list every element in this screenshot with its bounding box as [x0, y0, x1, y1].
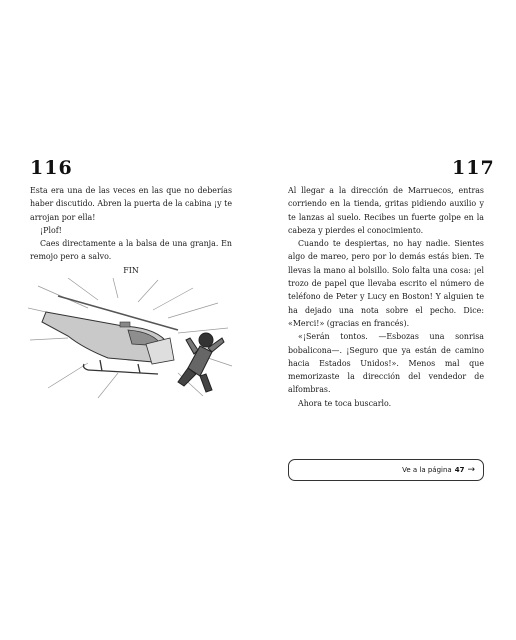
right-page-text [288, 184, 484, 410]
goto-page-button[interactable] [288, 459, 484, 481]
paragraph: «¡Serán tontos. —Esbozas una sonrisa bobalicona—. ¡Seguro que ya están de camino hacia Estados Unidos!». Menos mal que memorizaste la dirección del vendedor de alfombras. [288, 332, 484, 395]
page-number-left: 116 [30, 157, 73, 179]
paragraph: Ahora te toca buscarlo. [298, 398, 392, 408]
left-page-text [30, 184, 232, 277]
goto-page-number: 47 [454, 466, 465, 474]
paragraph: Caes directamente a la balsa de una granja. En remojo pero a salvo. [30, 239, 232, 262]
goto-page-label: Ve a la página [402, 466, 452, 474]
helicopter-falling-person-illustration [28, 278, 234, 400]
end-label: FIN [123, 265, 139, 275]
paragraph: Al llegar a la dirección de Marruecos, entras corriendo en la tienda, gritas pidiendo auxilio y te lanzas al suelo. Recibes un fuerte golpe en la cabeza y pierdes el conocimiento. [288, 186, 484, 235]
page-number-right: 117 [452, 157, 495, 179]
arrow-right-icon: → [467, 464, 475, 475]
paragraph: ¡Plof! [40, 225, 62, 235]
paragraph: Esta era una de las veces en las que no deberías haber discutido. Abren la puerta de la cabina ¡y te arrojan por ella! [30, 186, 232, 222]
paragraph: Cuando te despiertas, no hay nadie. Sientes algo de mareo, pero por lo demás estás bien. Te llevas la mano al bolsillo. Solo falta una cosa: ¡el trozo de papel que llevaba escrito el número de teléfono de Peter y Lucy en Boston! Y alguien te ha dejado una nota sobre el pecho. Dice: «Merci!» (gracias en francés). [288, 239, 484, 328]
